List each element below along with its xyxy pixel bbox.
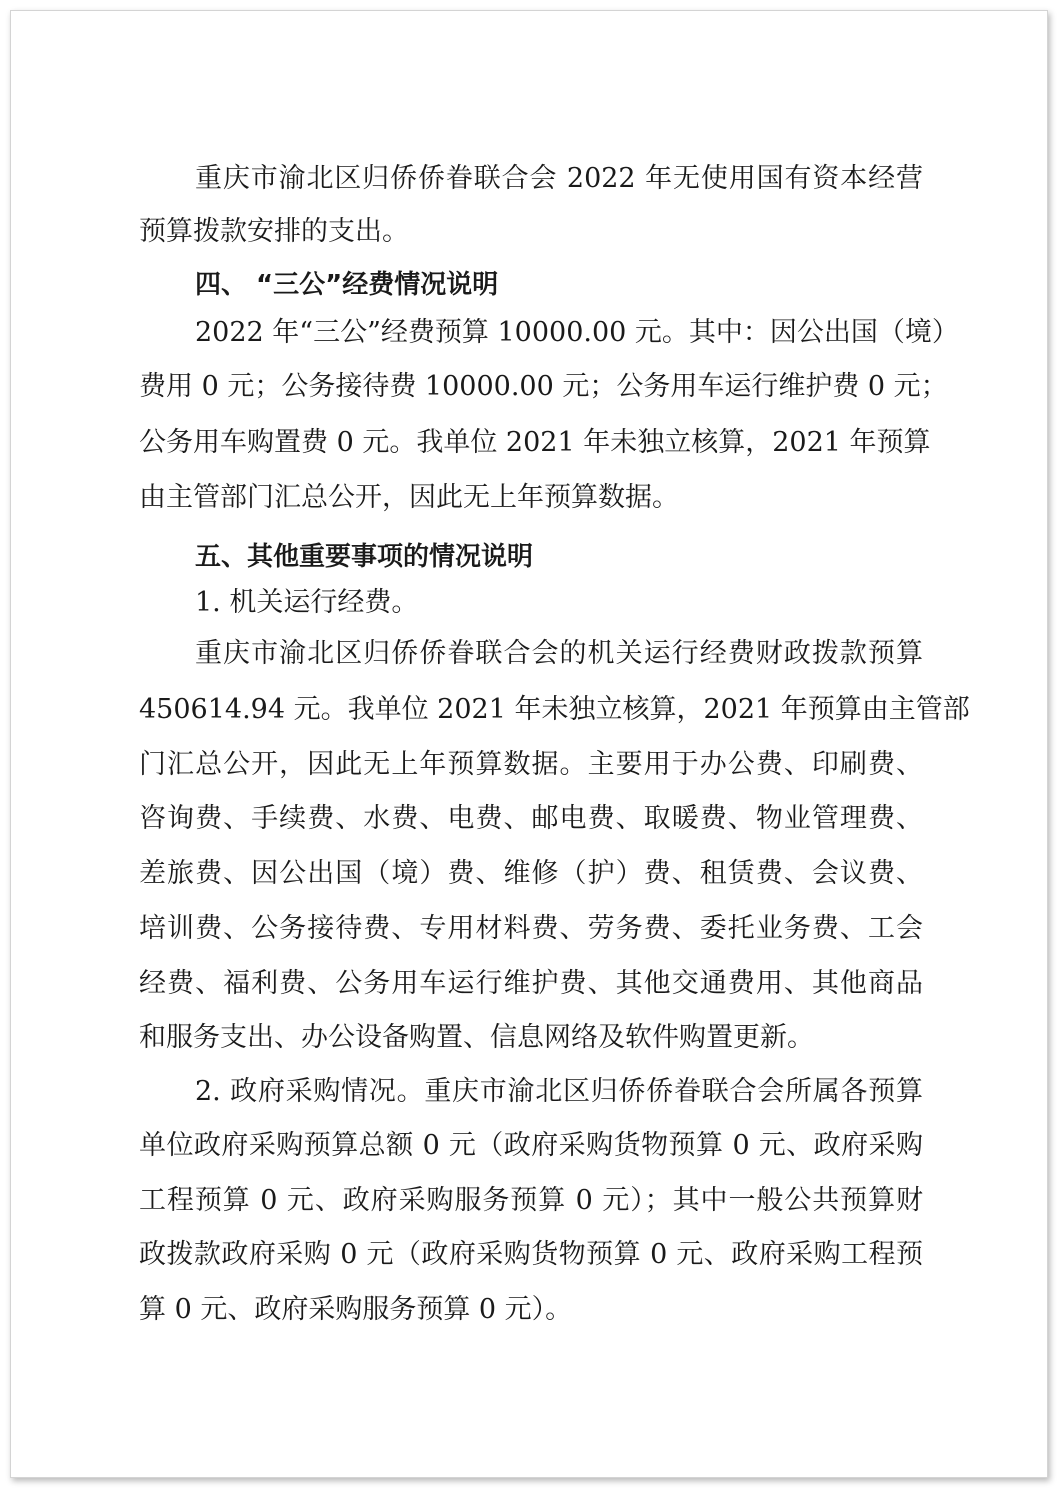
paragraph-line: 2022 年“三公”经费预算 10000.00 元。其中：因公出国（境） — [195, 317, 959, 348]
paragraph-line: 费用 0 元；公务接待费 10000.00 元；公务用车运行维护费 0 元； — [139, 371, 948, 402]
paragraph-line: 重庆市渝北区归侨侨眷联合会的机关运行经费财政拨款预算 — [195, 638, 923, 669]
paragraph-line: 预算拨款安排的支出。 — [139, 216, 409, 247]
paragraph-line: 门汇总公开，因此无上年预算数据。主要用于办公费、印刷费、 — [139, 749, 923, 780]
paragraph-line: 培训费、公务接待费、专用材料费、劳务费、委托业务费、工会 — [139, 913, 923, 944]
paragraph-line: 公务用车购置费 0 元。我单位 2021 年未独立核算，2021 年预算 — [139, 427, 931, 458]
paragraph-line: 2. 政府采购情况。重庆市渝北区归侨侨眷联合会所属各预算 — [195, 1076, 923, 1107]
section-heading-three-public: 四、 “三公”经费情况说明 — [195, 270, 499, 300]
subsection-heading-operating-costs: 1. 机关运行经费。 — [195, 587, 419, 618]
paragraph-line: 经费、福利费、公务用车运行维护费、其他交通费用、其他商品 — [139, 968, 923, 999]
paragraph-line: 和服务支出、办公设备购置、信息网络及软件购置更新。 — [139, 1022, 814, 1053]
paragraph-line: 由主管部门汇总公开，因此无上年预算数据。 — [139, 482, 679, 513]
paragraph-line: 单位政府采购预算总额 0 元（政府采购货物预算 0 元、政府采购 — [139, 1130, 923, 1161]
document-page — [10, 10, 1048, 1478]
paragraph-line: 政拨款政府采购 0 元（政府采购货物预算 0 元、政府采购工程预 — [139, 1239, 923, 1270]
paragraph-line: 450614.94 元。我单位 2021 年未独立核算，2021 年预算由主管部 — [139, 694, 970, 725]
paragraph-line: 重庆市渝北区归侨侨眷联合会 2022 年无使用国有资本经营 — [195, 163, 923, 194]
section-heading-other-matters: 五、其他重要事项的情况说明 — [195, 542, 534, 572]
paragraph-line: 工程预算 0 元、政府采购服务预算 0 元）；其中一般公共预算财 — [139, 1185, 923, 1216]
paragraph-line: 咨询费、手续费、水费、电费、邮电费、取暖费、物业管理费、 — [139, 803, 923, 834]
paragraph-line: 差旅费、因公出国（境）费、维修（护）费、租赁费、会议费、 — [139, 858, 923, 889]
paragraph-line: 算 0 元、政府采购服务预算 0 元）。 — [139, 1294, 573, 1325]
